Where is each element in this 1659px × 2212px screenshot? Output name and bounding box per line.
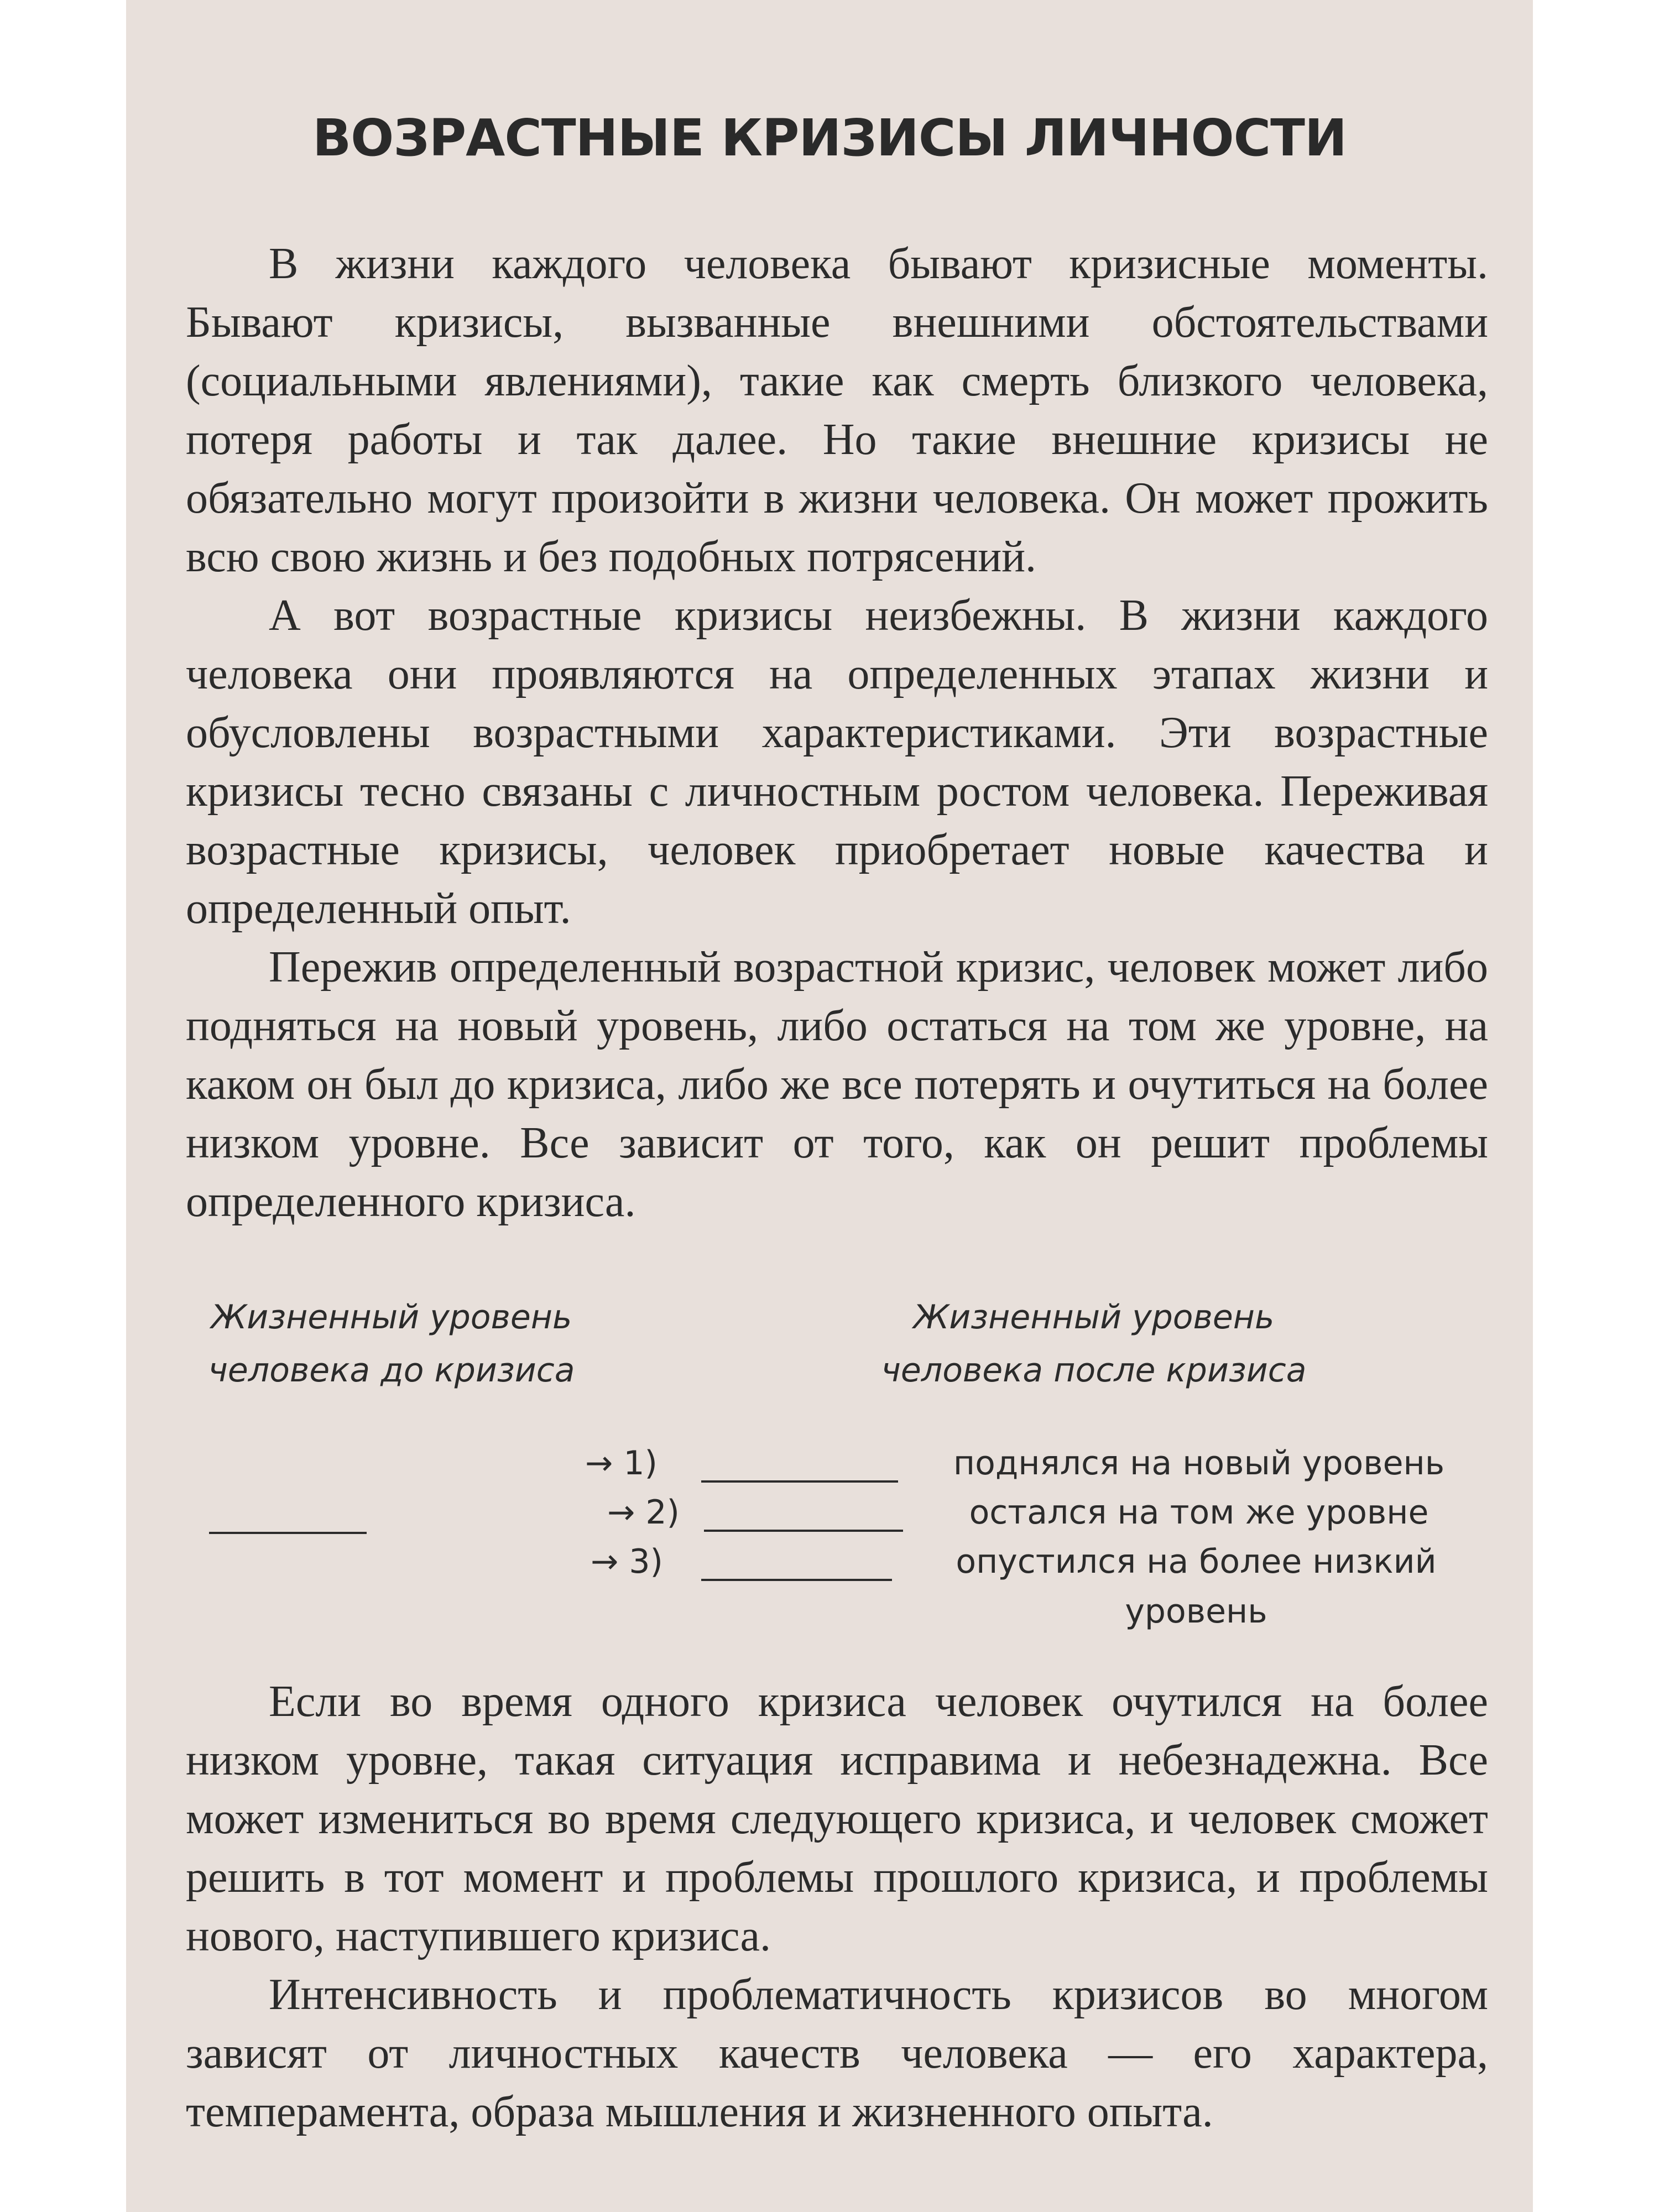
paragraph-1: В жизни каждого человека бывают кризисные моменты. Бывают кризисы, вызванные внешними обстоятельствами (социальными явлениями), такие как смерть близкого человека, потеря работы и так далее. Но такие внешние кризисы не обязательно могут произойти в жизни человека. Он может прожить всю свою жизнь и без подобных потрясений. <box>186 239 1488 581</box>
after-crisis-label: Жизненный уровень человека после кризиса <box>881 1298 1307 1390</box>
option-1-text: поднялся на новый уровень <box>953 1444 1445 1483</box>
option-3-number: → 3) <box>591 1542 663 1581</box>
paragraph-2: А вот возрастные кризисы неизбежны. В жизни каждого человека они проявляются на определенных этапах жизни и обусловлены возрастными характеристиками. Эти возрастные кризисы тесно связаны с личностным ростом человека. Переживая возрастные кризисы, человек приобретает новые качества и определенный опыт. <box>186 591 1488 933</box>
option-1-line <box>701 1480 898 1483</box>
page-title: ВОЗРАСТНЫЕ КРИЗИСЫ ЛИЧНОСТИ <box>312 108 1347 168</box>
option-2-text: остался на том же уровне <box>969 1493 1429 1532</box>
option-1-number: → 1) <box>585 1444 658 1483</box>
paragraph-4: Если во время одного кризиса человек очутился на более низком уровне, такая ситуация исправима и небезнадежна. Все может измениться во время следующего кризиса, и человек сможет решить в тот момент и проблемы прошлого кризиса, и проблемы нового, наступившего кризиса. <box>186 1677 1488 1960</box>
option-3-line <box>701 1579 892 1581</box>
option-2-number: → 2) <box>607 1493 680 1532</box>
option-2-line <box>704 1530 903 1532</box>
before-level-line <box>209 1532 367 1534</box>
book-page <box>126 0 1533 2212</box>
paragraph-5: Интенсивность и проблематичность кризисов во многом зависят от личностных качеств человека — его характера, темперамента, образа мышления и жизненного опыта. <box>186 1970 1488 2136</box>
before-crisis-label: Жизненный уровень человека до кризиса <box>208 1298 575 1390</box>
paragraph-3: Пережив определенный возрастной кризис, человек может либо подняться на новый уровень, либо остаться на том же уровне, на каком он был до кризиса, либо же все потерять и очутиться на более низком уровне. Все зависит от того, как он решит проблемы определенного кризиса. <box>186 943 1488 1226</box>
option-3-text: опустился на более низкий уровень <box>956 1542 1437 1631</box>
